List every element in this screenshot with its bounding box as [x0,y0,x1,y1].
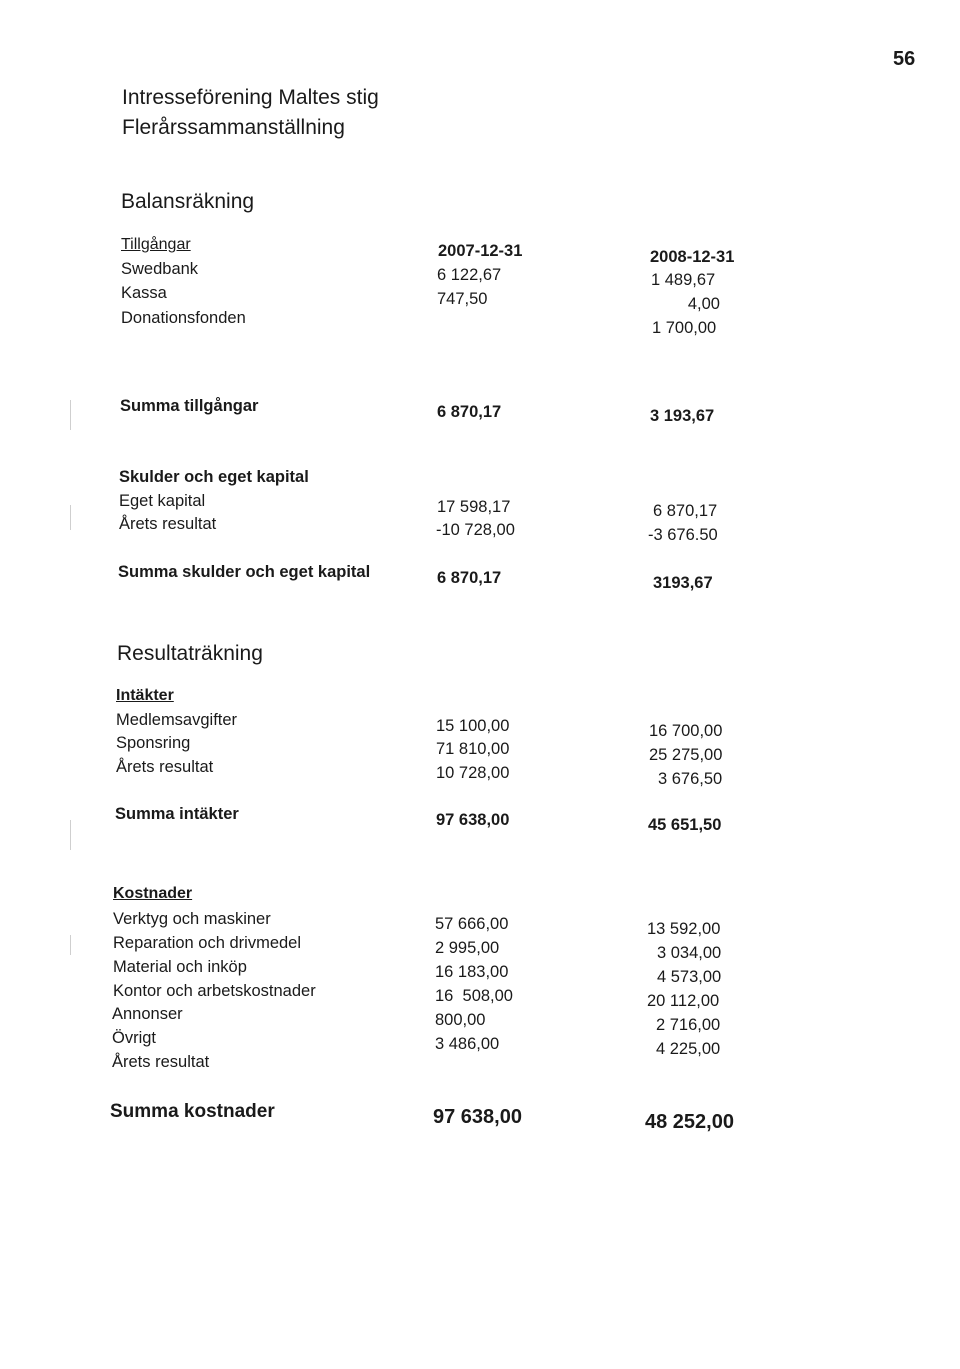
row-label: Årets resultat [112,1053,210,1071]
value-2007: 6 122,67 [437,266,502,284]
scan-artifact [70,820,71,850]
total-liabilities-label: Summa skulder och eget kapital [118,563,371,581]
row-label: Reparation och drivmedel [113,934,302,952]
row-label: Sponsring [116,734,191,752]
costs-header: Kostnader [113,885,193,902]
row-label: Övrigt [112,1029,157,1047]
value-2008: 16 700,00 [649,722,723,740]
scan-artifact [70,935,71,955]
value-2007: 15 100,00 [436,717,510,735]
value-2007: 3 486,00 [435,1035,500,1053]
balance-sheet-heading: Balansräkning [121,190,255,213]
value-2008: 4,00 [687,295,720,313]
value-2007: 800,00 [435,1011,486,1029]
total-costs-2007: 97 638,00 [433,1106,522,1128]
page-number: 56 [893,48,916,70]
total-costs-2008: 48 252,00 [645,1111,734,1133]
value-2008: 25 275,00 [649,746,723,764]
value-2008: -3 676.50 [648,526,718,544]
value-2007: 17 598,17 [437,498,511,516]
row-label: Medlemsavgifter [116,711,238,729]
income-statement-heading: Resultaträkning [117,642,263,665]
value-2008: 2 716,00 [656,1016,721,1034]
column-header-2008: 2008-12-31 [650,248,735,266]
total-income-label: Summa intäkter [115,805,239,823]
value-2007: 71 810,00 [436,740,510,758]
scan-artifact [70,505,71,530]
liabilities-header: Skulder och eget kapital [119,468,309,486]
total-income-2008: 45 651,50 [648,816,722,834]
value-2008: 4 225,00 [656,1040,721,1058]
row-label: Donationsfonden [121,309,246,327]
row-label: Material och inköp [113,958,247,976]
value-2007: 747,50 [437,290,488,308]
value-2008: 4 573,00 [657,968,722,986]
total-income-2007: 97 638,00 [436,811,510,829]
row-label: Årets resultat [116,758,214,776]
row-label: Eget kapital [119,492,206,510]
value-2008: 20 112,00 [647,992,720,1010]
value-2007: 10 728,00 [436,764,510,782]
value-2008: 3 034,00 [657,944,722,962]
scan-artifact [70,400,71,430]
value-2007: 2 995,00 [435,939,500,957]
value-2008: 1 489,67 [651,271,716,289]
row-label: Årets resultat [119,515,217,533]
total-assets-2007: 6 870,17 [437,403,502,421]
value-2007: 57 666,00 [435,915,509,933]
total-liabilities-2007: 6 870,17 [437,569,502,587]
document-subtitle: Flerårssammanställning [122,116,345,139]
column-header-2007: 2007-12-31 [438,242,523,260]
row-label: Swedbank [121,260,199,278]
value-2007: -10 728,00 [436,521,515,539]
total-assets-label: Summa tillgångar [120,397,259,415]
value-2007: 16 508,00 [435,987,513,1005]
row-label: Annonser [112,1005,183,1023]
assets-header: Tillgångar [121,236,191,253]
value-2008: 13 592,00 [647,920,721,938]
value-2007: 16 183,00 [435,963,509,981]
total-liabilities-2008: 3193,67 [653,574,713,592]
row-label: Verktyg och maskiner [113,910,271,928]
value-2008: 6 870,17 [653,502,718,520]
row-label: Kassa [121,284,167,302]
total-costs-label: Summa kostnader [110,1101,275,1122]
total-assets-2008: 3 193,67 [650,407,715,425]
row-label: Kontor och arbetskostnader [113,982,316,1000]
income-header: Intäkter [116,687,174,704]
value-2008: 1 700,00 [652,319,717,337]
document-title: Intresseförening Maltes stig [122,86,379,109]
value-2008: 3 676,50 [658,770,723,788]
